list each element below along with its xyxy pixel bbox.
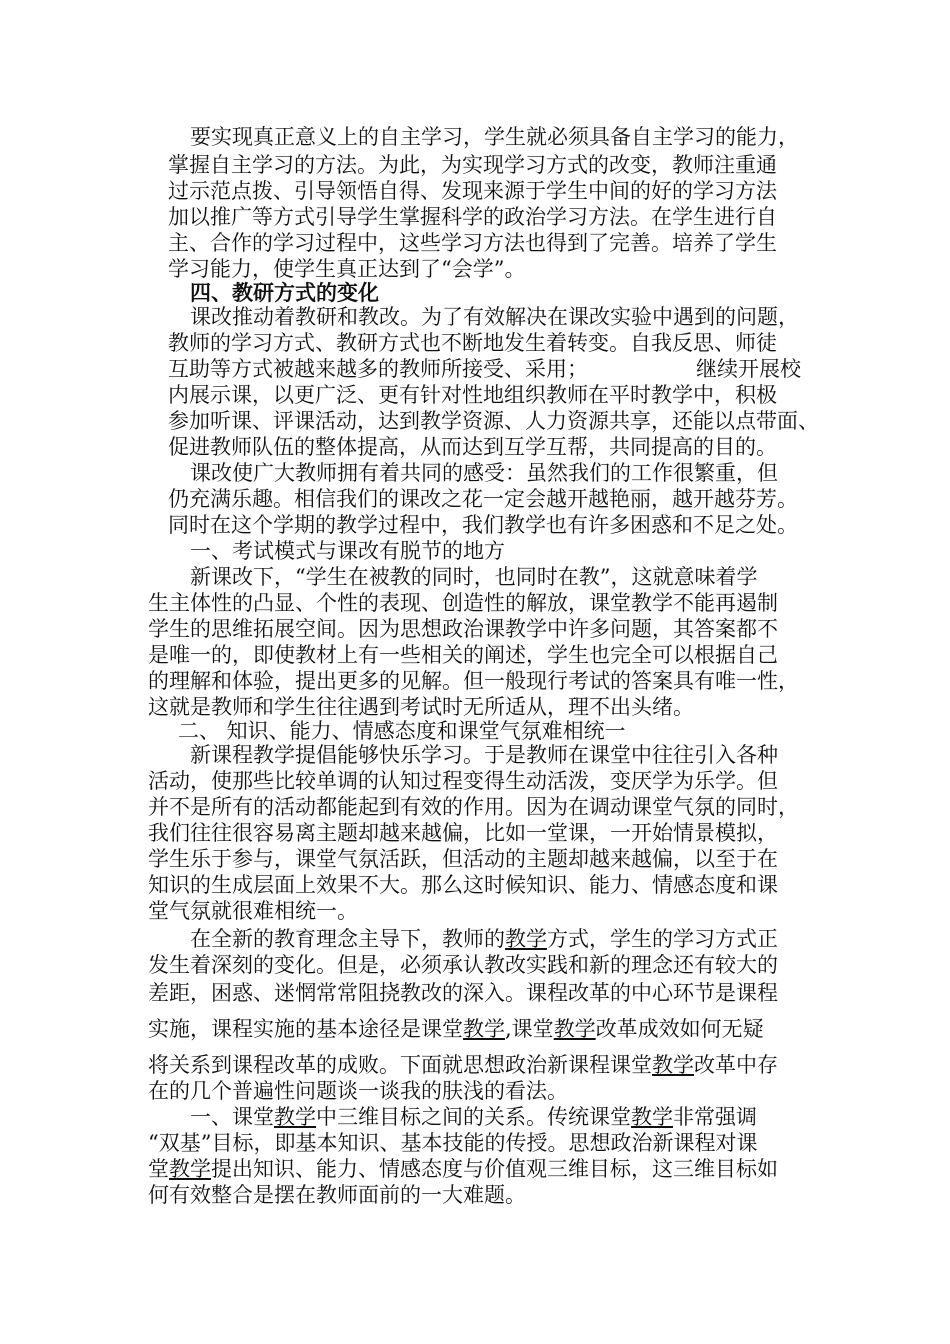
underlined-keyword: 教学 — [169, 1157, 211, 1181]
underlined-keyword: 教学 — [631, 1105, 673, 1129]
paragraph-line: 是唯一的，即使教材上有一些相关的阐述，学生也完全可以根据自己 — [148, 643, 778, 667]
paragraph-line: 学习能力，使学生真正达到了“会学”。 — [168, 257, 526, 281]
paragraph-line: 知识的生成层面上效果不大。那么这时候知识、能力、情感态度和课 — [148, 873, 778, 897]
paragraph-line — [190, 1104, 757, 1130]
paragraph-line: 仍充满乐趣。相信我们的课改之花一定会越开越艳丽，越开越芬芳。 — [168, 487, 798, 511]
paragraph-line: 继续开展校 — [696, 357, 801, 381]
paragraph-line: 互助等方式被越来越多的教师所接受、采用； — [168, 357, 588, 381]
paragraph-line: 堂气氛就很难相统一。 — [148, 899, 358, 923]
paragraph-line: 课改使广大教师拥有着共同的感受：虽然我们的工作很繁重，但 — [190, 461, 778, 485]
text-run: 堂 — [148, 1157, 169, 1181]
subheading: 二、 知识、能力、情感态度和课堂气氛难相统一 — [178, 719, 626, 743]
text-run: ,课堂 — [505, 1017, 554, 1041]
paragraph-line — [148, 1052, 778, 1078]
text-run: 一、课堂 — [190, 1105, 274, 1129]
paragraph-line: 主、合作的学习过程中，这些学习方法也得到了完善。培养了学生 — [168, 231, 777, 255]
text-run: 将关系到课程改革的成败。下面就思想政治新课程课堂 — [148, 1053, 652, 1077]
paragraph-line: 内展示课，以更广泛、更有针对性地组织教师在平时教学中，积极 — [168, 383, 777, 407]
underlined-keyword: 教学 — [553, 1017, 596, 1041]
text-run: 方式，学生的学习方式正 — [547, 927, 778, 951]
paragraph-line: 过示范点拨、引导领悟自得、发现来源于学生中间的好的学习方法 — [168, 179, 777, 203]
paragraph-line: 我们往往很容易离主题却越来越偏，比如一堂课，一开始情景模拟， — [148, 821, 778, 845]
text-run: 提出知识、能力、情感态度与价值观三维目标，这三维目标如 — [211, 1157, 778, 1181]
paragraph-line: “双基”目标，即基本知识、基本技能的传授。思想政治新课程对课 — [148, 1131, 758, 1155]
text-run: 非常强调 — [673, 1105, 757, 1129]
paragraph-line: 活动，使那些比较单调的认知过程变得生动活泼，变厌学为乐学。但 — [148, 769, 778, 793]
underlined-keyword: 教学 — [652, 1053, 694, 1077]
paragraph-line — [190, 926, 778, 952]
paragraph-line: 的理解和体验，提出更多的见解。但一般现行考试的答案具有唯一性， — [148, 669, 799, 693]
paragraph-line: 这就是教师和学生往往遇到考试时无所适从，理不出头绪。 — [148, 695, 694, 719]
text-run: 实施，课程实施的基本途径是课堂 — [148, 1017, 463, 1041]
paragraph-line: 发生着深刻的变化。但是，必须承认教改实践和新的理念还有较大的 — [148, 953, 778, 977]
paragraph-line: 课改推动着教研和教改。为了有效解决在课改实验中遇到的问题， — [190, 305, 799, 329]
paragraph-line: 学生的思维拓展空间。因为思想政治课教学中许多问题，其答案都不 — [148, 617, 778, 641]
text-run: 在全新的教育理念主导下，教师的 — [190, 927, 505, 951]
paragraph-line: 加以推广等方式引导学生掌握科学的政治学习方法。在学生进行自 — [168, 205, 777, 229]
text-run: 改革中存 — [694, 1053, 778, 1077]
underlined-keyword: 教学 — [463, 1017, 505, 1041]
paragraph-line: 掌握自主学习的方法。为此，为实现学习方式的改变，教师注重通 — [168, 153, 777, 177]
paragraph-line: 在的几个普遍性问题谈一谈我的肤浅的看法。 — [148, 1079, 568, 1103]
paragraph-line — [148, 1156, 778, 1182]
paragraph-line: 同时在这个学期的教学过程中，我们教学也有许多困惑和不足之处。 — [168, 513, 798, 537]
paragraph-line: 生主体性的凸显、个性的表现、创造性的解放，课堂教学不能再遏制 — [148, 591, 778, 615]
text-run: 中三维目标之间的关系。传统课堂 — [316, 1105, 631, 1129]
underlined-keyword: 教学 — [505, 927, 547, 951]
paragraph-line: 新课程教学提倡能够快乐学习。于是教师在课堂中往往引入各种 — [190, 743, 778, 767]
underlined-keyword: 教学 — [274, 1105, 316, 1129]
paragraph-line: 参加听课、评课活动，达到教学资源、人力资源共享，还能以点带面、 — [168, 409, 819, 433]
section-heading: 四、教研方式的变化 — [190, 280, 379, 305]
subheading: 一、考试模式与课改有脱节的地方 — [190, 539, 505, 563]
paragraph-line: 差距，困惑、迷惘常常阻挠教改的深入。课程改革的中心环节是课程 — [148, 981, 778, 1005]
paragraph-line: 并不是所有的活动都能起到有效的作用。因为在调动课堂气氛的同时， — [148, 795, 799, 819]
paragraph-line: 要实现真正意义上的自主学习，学生就必须具备自主学习的能力， — [190, 125, 799, 149]
paragraph-line: 新课改下，“学生在被教的同时，也同时在教”，这就意味着学 — [190, 565, 758, 589]
paragraph-line — [148, 1016, 764, 1042]
paragraph-line: 促进教师队伍的整体提高，从而达到互学互帮，共同提高的目的。 — [168, 435, 777, 459]
paragraph-line: 何有效整合是摆在教师面前的一大难题。 — [148, 1183, 526, 1207]
paragraph-line: 学生乐于参与，课堂气氛活跃，但活动的主题却越来越偏，以至于在 — [148, 847, 778, 871]
text-run: 改革成效如何无疑 — [595, 1017, 764, 1041]
paragraph-line: 教师的学习方式、教研方式也不断地发生着转变。自我反思、师徒 — [168, 331, 777, 355]
